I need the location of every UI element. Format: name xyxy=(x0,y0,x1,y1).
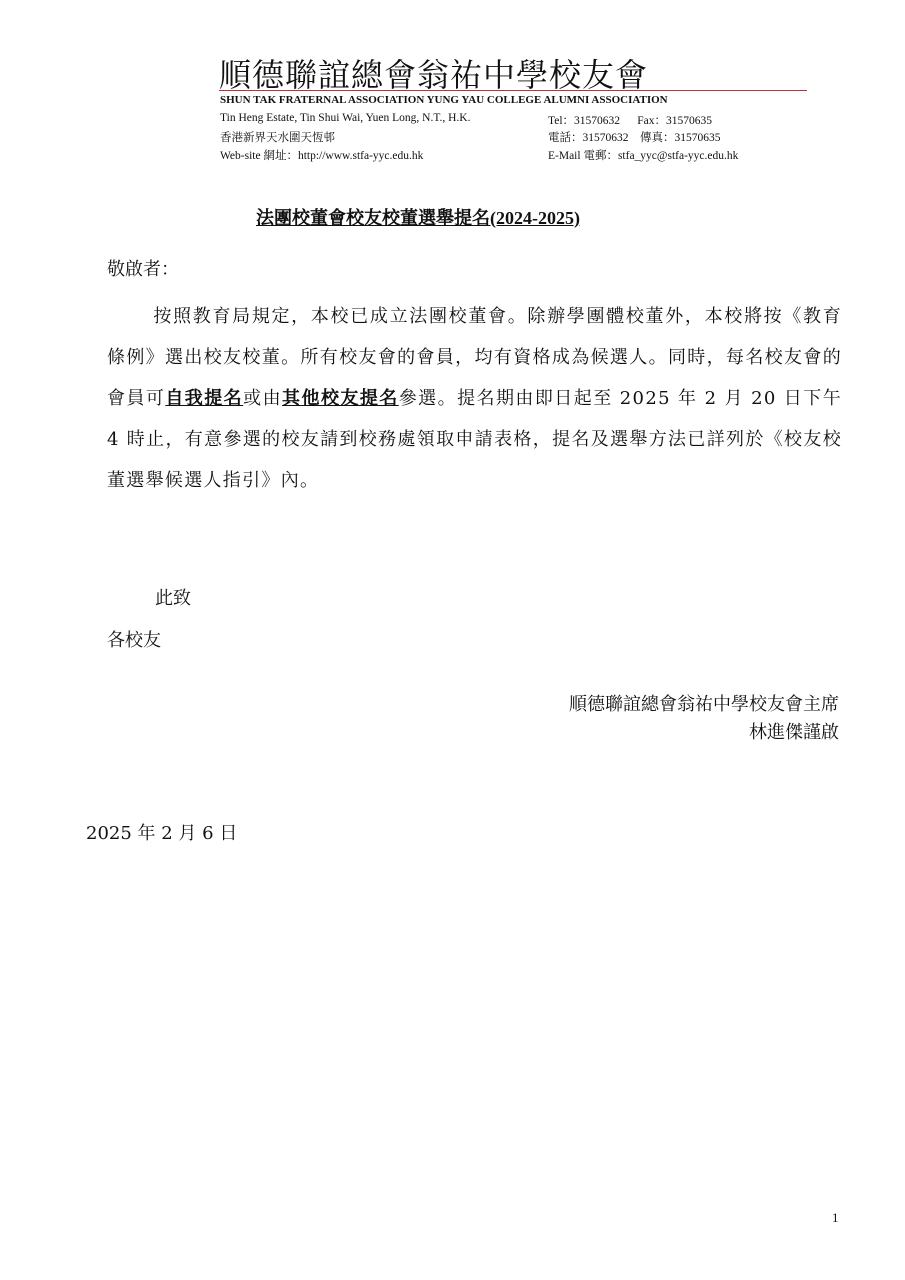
org-name-chinese: 順德聯誼總會翁祐中學校友會 xyxy=(219,56,649,94)
header-divider xyxy=(219,90,807,91)
signatory-title: 順德聯誼總會翁祐中學校友會主席 xyxy=(569,694,839,715)
other-nomination-emphasis: 其他校友提名 xyxy=(282,388,399,409)
body-part-1: 按照教育局規定，本校已成立法團校董會。除辦學團體校董外，本校將按《教育條例》選出校友校董。所有校友會的會員，均有資格成為候選人。同時，每名校友會的會員可 xyxy=(107,306,842,409)
tel-fax-english: Tel：31570632 Fax：31570635 xyxy=(548,115,713,127)
tel-fax-chinese: 電話：31570632 傳真：31570635 xyxy=(548,132,721,144)
letter-date: 2025 年 2 月 6 日 xyxy=(86,823,238,844)
salutation: 敬啟者： xyxy=(107,259,179,280)
address-chinese: 香港新界天水圍天恆邨 xyxy=(220,132,335,144)
body-part-3: 參選。提名期由即日起至 2025 年 2 月 20 日下午 4 時止，有意參選的校友請到校務處領取申請表格，提名及選舉方法已詳列於《校友校董選舉候選人指引》內。 xyxy=(107,388,842,491)
address-english: Tin Heng Estate, Tin Shui Wai, Yuen Long, N.T., H.K. xyxy=(220,112,471,124)
email[interactable]: E-Mail 電郵：stfa_yyc@stfa-yyc.edu.hk xyxy=(548,150,739,162)
org-name-english: SHUN TAK FRATERNAL ASSOCIATION YUNG YAU COLLEGE ALUMNI ASSOCIATION xyxy=(220,94,668,106)
letter-title: 法團校董會校友校董選舉提名(2024-2025) xyxy=(256,208,580,228)
recipient-line: 各校友 xyxy=(107,630,161,651)
signatory-name: 林進傑謹啟 xyxy=(749,722,839,743)
closing-line: 此致 xyxy=(155,588,191,609)
letter-body xyxy=(107,296,842,501)
self-nomination-emphasis: 自我提名 xyxy=(165,388,244,409)
page-number: 1 xyxy=(832,1210,839,1225)
body-part-2: 或由 xyxy=(243,388,283,409)
website[interactable]: Web-site 網址：http://www.stfa-yyc.edu.hk xyxy=(220,150,424,162)
